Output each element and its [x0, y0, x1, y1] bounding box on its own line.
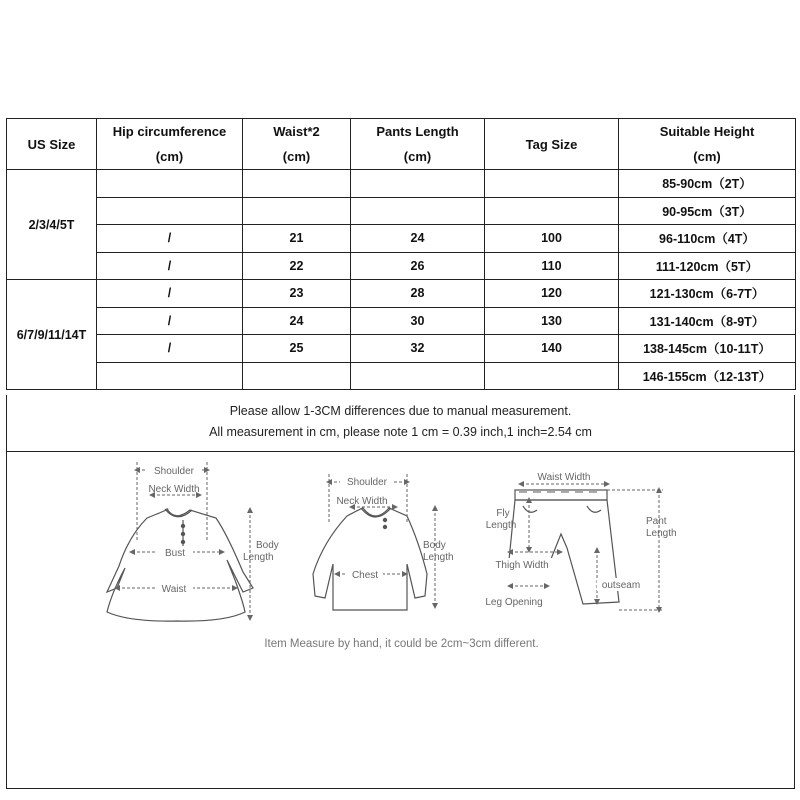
table-row — [7, 335, 796, 363]
size-chart-table — [6, 118, 796, 390]
shirt-body-label-2: Length — [423, 552, 454, 563]
dress-bust-label: Bust — [164, 548, 186, 559]
height-cell: 85-90cm（2T） — [619, 170, 796, 198]
shirt-illustration — [313, 508, 427, 610]
tag-cell — [485, 197, 619, 225]
table-row — [7, 280, 796, 308]
tag-cell — [485, 362, 619, 390]
hip-cell: / — [97, 280, 243, 308]
header-waist: Waist*2 (cm) — [243, 119, 351, 170]
note-line: Please allow 1-3CM differences due to manual measurement. — [229, 404, 572, 418]
table-row — [7, 225, 796, 253]
shirt-outline — [313, 508, 427, 610]
pants-outseam-label: outseam — [601, 580, 641, 591]
dress-labels — [147, 464, 279, 595]
height-cell: 90-95cm（3T） — [619, 197, 796, 225]
pants-thigh-label: Thigh Width — [495, 560, 549, 571]
hip-cell: / — [97, 335, 243, 363]
header-tag-size: Tag Size — [485, 119, 619, 170]
table-row — [7, 252, 796, 280]
table-row — [7, 307, 796, 335]
dress-shoulder-label: Shoulder — [153, 466, 195, 477]
hip-cell: / — [97, 307, 243, 335]
pants-cell — [351, 170, 485, 198]
pants-cell — [351, 362, 485, 390]
pants-leg-label: Leg Opening — [485, 597, 543, 608]
dress-outline — [107, 509, 253, 621]
pants-length-label-1: Pant — [646, 516, 667, 527]
waist-cell: 23 — [243, 280, 351, 308]
pants-cell: 32 — [351, 335, 485, 363]
height-cell: 146-155cm（12-13T） — [619, 362, 796, 390]
hip-cell: / — [97, 225, 243, 253]
header-row — [7, 119, 796, 170]
tag-cell: 140 — [485, 335, 619, 363]
pants-cell: 26 — [351, 252, 485, 280]
waist-cell — [243, 362, 351, 390]
shirt-chest-label: Chest — [351, 570, 379, 581]
hip-cell — [97, 197, 243, 225]
tag-cell — [485, 170, 619, 198]
table-row — [7, 170, 796, 198]
dress-waist-label: Waist — [161, 584, 187, 595]
shirt-measure-lines — [329, 474, 435, 606]
size-group-toddler: 2/3/4/5T — [7, 170, 97, 280]
table-row — [7, 362, 796, 390]
pants-fly-label-2: Length — [485, 520, 517, 531]
note-line: All measurement in cm, please note 1 cm = 0.39 inch,1 inch=2.54 cm — [209, 425, 592, 439]
shirt-labels — [336, 475, 453, 581]
waist-cell: 21 — [243, 225, 351, 253]
pants-fly-label-1: Fly — [496, 508, 510, 519]
height-cell: 96-110cm（4T） — [619, 225, 796, 253]
waist-cell — [243, 170, 351, 198]
dress-neck-label: Neck Width — [148, 484, 200, 495]
pants-cell: 24 — [351, 225, 485, 253]
size-group-kids: 6/7/9/11/14T — [7, 280, 97, 390]
dress-illustration — [107, 509, 253, 621]
dress-body-label-1: Body — [256, 540, 279, 551]
hip-cell — [97, 362, 243, 390]
height-cell: 138-145cm（10-11T） — [619, 335, 796, 363]
measurement-notes — [6, 395, 795, 452]
pants-cell: 30 — [351, 307, 485, 335]
tag-cell: 110 — [485, 252, 619, 280]
waist-cell: 25 — [243, 335, 351, 363]
shirt-neck-label: Neck Width — [336, 496, 388, 507]
header-height: Suitable Height (cm) — [619, 119, 796, 170]
pants-waist-label: Waist Width — [537, 472, 591, 483]
pants-length-label-2: Length — [646, 528, 677, 539]
pants-measure-lines — [510, 484, 663, 610]
header-hip: Hip circumference (cm) — [97, 119, 243, 170]
waist-cell — [243, 197, 351, 225]
pants-cell — [351, 197, 485, 225]
height-cell: 121-130cm（6-7T） — [619, 280, 796, 308]
waist-cell: 24 — [243, 307, 351, 335]
waist-cell: 22 — [243, 252, 351, 280]
header-us-size: US Size — [7, 119, 97, 170]
shirt-body-label-1: Body — [423, 540, 446, 551]
garment-illustrations — [7, 452, 794, 788]
height-cell: 131-140cm（8-9T） — [619, 307, 796, 335]
hip-cell: / — [97, 252, 243, 280]
height-cell: 111-120cm（5T） — [619, 252, 796, 280]
header-pants-length: Pants Length (cm) — [351, 119, 485, 170]
shirt-shoulder-label: Shoulder — [346, 477, 388, 488]
measurement-diagram — [6, 452, 795, 789]
tag-cell: 100 — [485, 225, 619, 253]
tag-cell: 120 — [485, 280, 619, 308]
tag-cell: 130 — [485, 307, 619, 335]
table-row — [7, 197, 796, 225]
diagram-caption: Item Measure by hand, it could be 2cm~3cm different. — [264, 638, 539, 650]
hip-cell — [97, 170, 243, 198]
pants-cell: 28 — [351, 280, 485, 308]
dress-body-label-2: Length — [243, 552, 274, 563]
